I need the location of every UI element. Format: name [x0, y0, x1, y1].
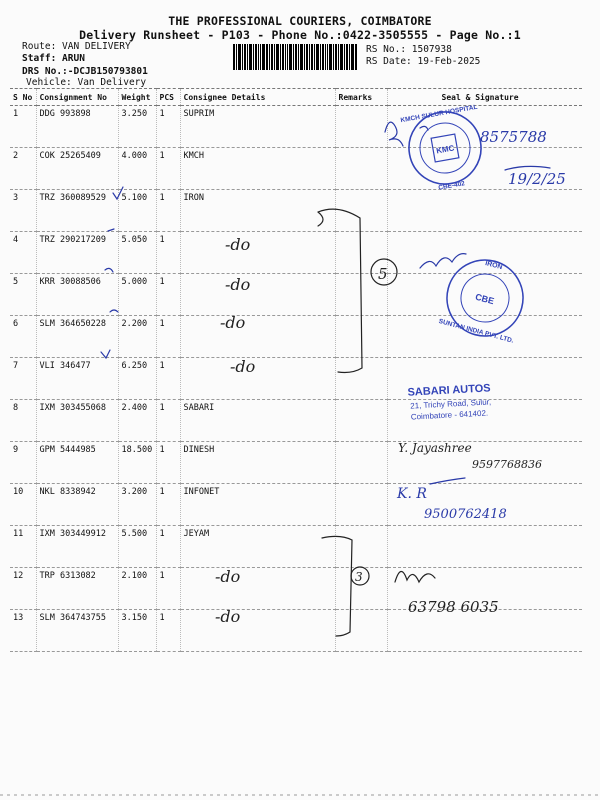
cell-weight: 6.250	[118, 358, 156, 400]
svg-text:IRON: IRON	[484, 259, 504, 272]
handwritten-date: 19/2/25	[508, 170, 566, 188]
route-label: Route: VAN DELIVERY	[22, 41, 131, 52]
cell-sno: 4	[10, 232, 36, 274]
cell-sno: 5	[10, 274, 36, 316]
svg-text:KMCH SULUR HOSPITAL: KMCH SULUR HOSPITAL	[400, 103, 478, 125]
cell-weight: 3.150	[118, 610, 156, 652]
signature-phone-row10: 9500762418	[424, 507, 507, 522]
cell-remarks	[335, 232, 387, 274]
cell-consignment: NKL 8338942	[36, 484, 118, 526]
cell-remarks	[335, 442, 387, 484]
cell-remarks	[335, 610, 387, 652]
cell-seal	[387, 232, 582, 274]
table-row	[10, 316, 582, 358]
cell-sno: 7	[10, 358, 36, 400]
table-row	[10, 274, 582, 316]
ditto-mark: -do	[215, 567, 241, 586]
cell-weight: 5.050	[118, 232, 156, 274]
cell-sno: 2	[10, 148, 36, 190]
circle-count-label: 5	[378, 265, 388, 283]
rs-number: RS No.: 1507938	[366, 44, 452, 55]
cell-sno: 3	[10, 190, 36, 232]
cell-consignment: VLI 346477	[36, 358, 118, 400]
cell-pcs: 1	[156, 526, 180, 568]
cell-remarks	[335, 274, 387, 316]
signature-phone-row9: 9597768836	[472, 458, 542, 471]
cell-weight: 2.200	[118, 316, 156, 358]
table-row	[10, 442, 582, 484]
cell-pcs: 1	[156, 190, 180, 232]
cell-consignment: TRP 6313082	[36, 568, 118, 610]
table-row	[10, 400, 582, 442]
cell-consignee	[180, 358, 335, 400]
cell-seal	[387, 610, 582, 652]
cell-pcs: 1	[156, 316, 180, 358]
cell-sno: 1	[10, 106, 36, 148]
cell-weight: 2.400	[118, 400, 156, 442]
runsheet-table	[10, 88, 582, 652]
cell-consignee	[180, 274, 335, 316]
cell-seal	[387, 103, 582, 148]
cell-sno: 12	[10, 568, 36, 610]
cell-remarks	[335, 190, 387, 232]
signature-phone-row1: 8575788	[480, 128, 547, 146]
ditto-mark: -do	[230, 357, 256, 376]
cell-pcs: 1	[156, 400, 180, 442]
svg-text:CBE: CBE	[474, 291, 496, 307]
col-seal-header: Seal & Signature	[387, 89, 582, 106]
cell-consignee	[180, 316, 335, 358]
svg-text:SUNTAN INDIA PVT. LTD.: SUNTAN INDIA PVT. LTD.	[437, 317, 515, 345]
staff-label: Staff: ARUN	[22, 53, 85, 64]
cell-remarks	[335, 316, 387, 358]
cell-weight: 3.250	[118, 106, 156, 148]
cell-seal	[387, 190, 582, 232]
cell-consignment: KRR 30088506	[36, 274, 118, 316]
signature-phone-row13: 63798 6035	[408, 598, 499, 616]
cell-remarks	[335, 484, 387, 526]
cell-remarks	[335, 106, 387, 148]
table-row	[10, 148, 582, 190]
cell-weight: 5.500	[118, 526, 156, 568]
cell-pcs: 1	[156, 106, 180, 148]
table-row	[10, 190, 582, 232]
cell-seal	[387, 316, 582, 358]
table-row	[10, 484, 582, 526]
cell-consignee: SUPRIM	[180, 106, 335, 148]
ditto-mark: -do	[225, 275, 251, 294]
rs-date: RS Date: 19-Feb-2025	[366, 56, 481, 67]
svg-text:CBE-402: CBE-402	[437, 180, 466, 192]
cell-remarks	[335, 568, 387, 610]
svg-text:KMC: KMC	[435, 143, 456, 156]
cell-remarks	[335, 358, 387, 400]
cell-remarks	[335, 148, 387, 190]
cell-sno: 8	[10, 400, 36, 442]
cell-consignee	[180, 610, 335, 652]
cell-pcs: 1	[156, 358, 180, 400]
signature-name-row9: Y. Jayashree	[398, 441, 472, 455]
cell-weight: 5.000	[118, 274, 156, 316]
cell-weight: 18.500	[118, 442, 156, 484]
table-row	[10, 232, 582, 274]
cell-consignee: INFONET	[180, 484, 335, 526]
table-row	[10, 106, 582, 148]
cell-consignee: DINESH	[180, 442, 335, 484]
table-row	[10, 568, 582, 610]
cell-consignment: TRZ 360089529	[36, 190, 118, 232]
cell-pcs: 1	[156, 568, 180, 610]
col-consignment-header: Consignment No	[36, 89, 118, 106]
cell-seal	[387, 148, 582, 190]
sabari-stamp-address1: 21, Trichy Road, Sulur,	[410, 397, 492, 411]
runsheet-subtitle: Delivery Runsheet - P103 - Phone No.:0422-3505555 - Page No.:1	[79, 28, 521, 42]
cell-sno: 10	[10, 484, 36, 526]
cell-sno: 11	[10, 526, 36, 568]
table-row	[10, 610, 582, 652]
cell-consignee: KMCH	[180, 148, 335, 190]
cell-consignment: DDG 993898	[36, 106, 118, 148]
circle-count-label: 3	[355, 570, 363, 584]
cell-sno: 6	[10, 316, 36, 358]
col-remarks-header: Remarks	[335, 89, 387, 106]
cell-pcs: 1	[156, 232, 180, 274]
ditto-mark: -do	[225, 235, 251, 254]
cell-consignment: IXM 303449912	[36, 526, 118, 568]
cell-consignment: TRZ 290217209	[36, 232, 118, 274]
cell-sno: 9	[10, 442, 36, 484]
signature-name-row10: K. R	[397, 486, 427, 502]
cell-seal	[387, 526, 582, 568]
cell-pcs: 1	[156, 442, 180, 484]
cell-consignee	[180, 568, 335, 610]
col-pcs-header: PCS	[156, 89, 180, 106]
col-weight-header: Weight	[118, 89, 156, 106]
table-row	[10, 526, 582, 568]
cell-remarks	[335, 400, 387, 442]
cell-remarks	[335, 526, 387, 568]
cell-seal	[387, 442, 582, 484]
cell-consignee	[180, 232, 335, 274]
cell-weight: 4.000	[118, 148, 156, 190]
cell-consignment: SLM 364743755	[36, 610, 118, 652]
cell-consignment: IXM 303455068	[36, 400, 118, 442]
cell-consignee: IRON	[180, 190, 335, 232]
col-sno-header: S No	[10, 89, 36, 106]
cell-consignment: COK 25265409	[36, 148, 118, 190]
barcode-image	[233, 44, 357, 70]
vehicle-label: Vehicle: Van Delivery	[26, 77, 147, 88]
cell-weight: 5.100	[118, 190, 156, 232]
cell-consignee: JEYAM	[180, 526, 335, 568]
cell-seal	[387, 484, 582, 526]
cell-seal	[387, 358, 582, 400]
sabari-stamp-address2: Coimbatore - 641402.	[410, 408, 489, 422]
cell-sno: 13	[10, 610, 36, 652]
ditto-mark: -do	[215, 607, 241, 626]
cell-pcs: 1	[156, 610, 180, 652]
cell-consignment: GPM 5444985	[36, 442, 118, 484]
cell-weight: 3.200	[118, 484, 156, 526]
cell-consignee: SABARI	[180, 400, 335, 442]
cell-consignment: SLM 364650228	[36, 316, 118, 358]
cell-seal	[387, 568, 582, 610]
cell-seal	[387, 400, 582, 442]
cell-seal	[387, 274, 582, 316]
cell-weight: 2.100	[118, 568, 156, 610]
drs-number: DRS No.:-DCJB150793801	[22, 66, 148, 77]
table-header-row	[10, 89, 582, 106]
col-consignee-header: Consignee Details	[180, 89, 335, 106]
table-row	[10, 358, 582, 400]
cell-pcs: 1	[156, 484, 180, 526]
sabari-stamp-name: SABARI AUTOS	[407, 382, 491, 399]
cell-pcs: 1	[156, 274, 180, 316]
cell-pcs: 1	[156, 148, 180, 190]
ditto-mark: -do	[220, 313, 246, 332]
company-title: THE PROFESSIONAL COURIERS, COIMBATORE	[168, 14, 432, 28]
